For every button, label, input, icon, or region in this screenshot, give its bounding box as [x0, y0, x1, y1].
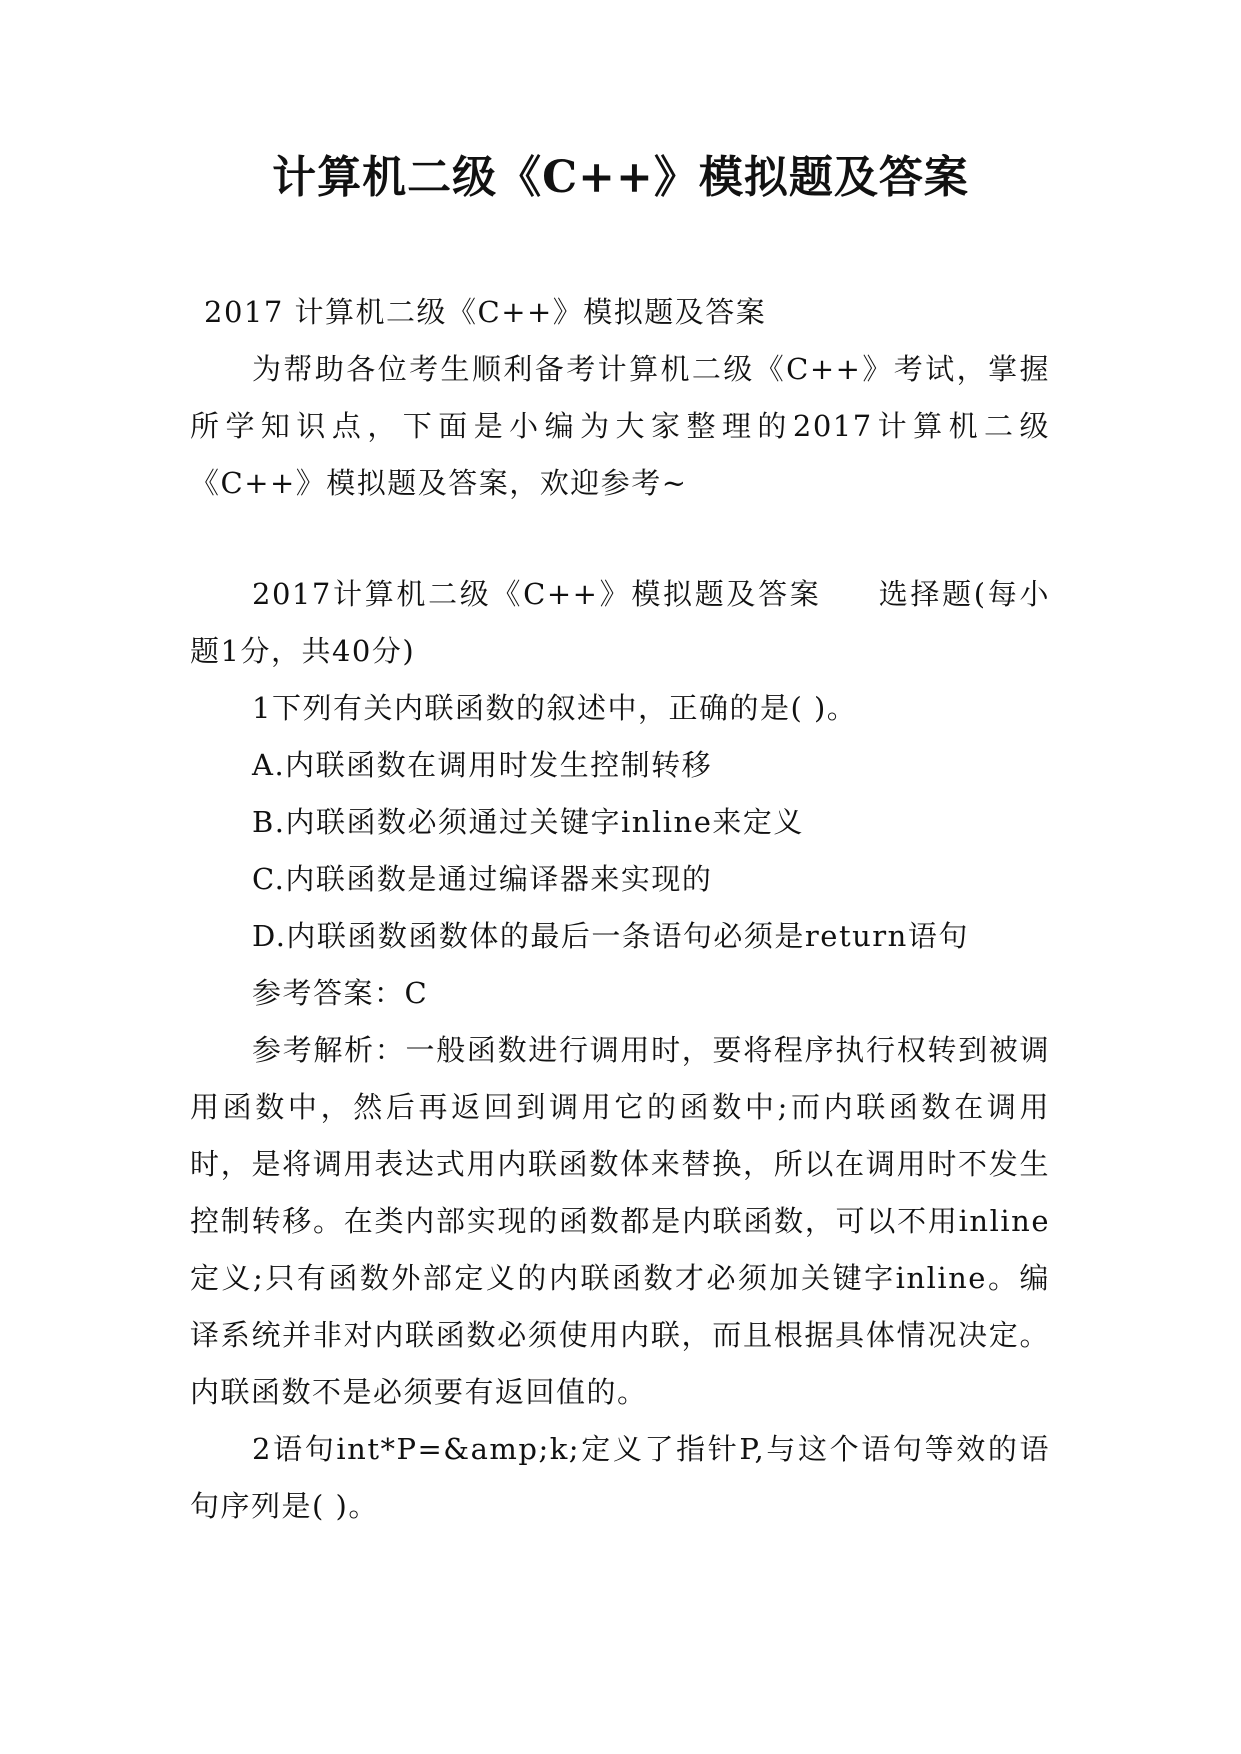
section-heading-text: 2017计算机二级《C++》模拟题及答案: [252, 577, 822, 611]
section-type: 选择题(每小题1分，共40分): [190, 577, 1050, 668]
document-title: 计算机二级《C++》模拟题及答案: [272, 152, 969, 203]
document-body: [190, 284, 1050, 1535]
option-a: A.内联函数在调用时发生控制转移: [252, 748, 713, 782]
question-stem: 1下列有关内联函数的叙述中，正确的是( )。: [252, 691, 858, 725]
intro-paragraph: 为帮助各位考生顺利备考计算机二级《C++》考试，掌握所学知识点，下面是小编为大家整理的2017计算机二级《C++》模拟题及答案，欢迎参考~: [190, 352, 1050, 500]
question-stem: 2语句int*P=&amp;k;定义了指针P,与这个语句等效的语句序列是( )。: [190, 1432, 1050, 1523]
section-heading: [190, 566, 1050, 680]
option-c: C.内联函数是通过编译器来实现的: [252, 862, 713, 896]
option-b: B.内联函数必须通过关键字inline来定义: [252, 805, 804, 839]
document-subtitle: 2017 计算机二级《C++》模拟题及答案: [204, 295, 767, 329]
answer-line: 参考答案：C: [252, 976, 429, 1010]
analysis-paragraph: 参考解析：一般函数进行调用时，要将程序执行权转到被调用函数中，然后再返回到调用它的函数中;而内联函数在调用时，是将调用表达式用内联函数体来替换，所以在调用时不发生控制转移。在类内部实现的函数都是内联函数，可以不用inline定义;只有函数外部定义的内联函数才必须加关键字inline。编译系统并非对内联函数必须使用内联，而且根据具体情况决定。内联函数不是必须要有返回值的。: [190, 1033, 1050, 1409]
option-d: D.内联函数函数体的最后一条语句必须是return语句: [252, 919, 969, 953]
